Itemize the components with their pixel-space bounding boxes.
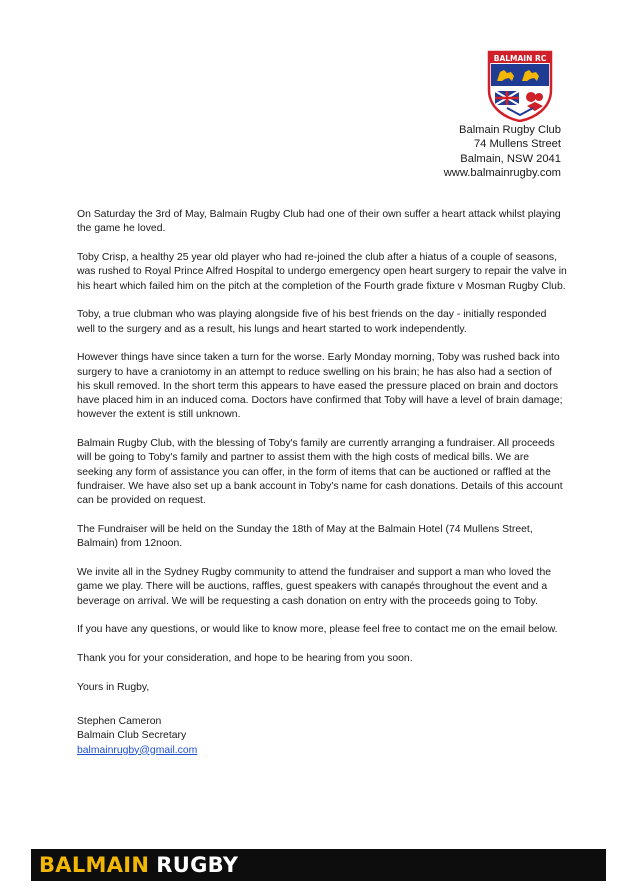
paragraph: Toby, a true clubman who was playing alongside five of his best friends on the day - initially responded well to the surgery and as a result, his lungs and heart started to work independently. bbox=[77, 309, 547, 335]
address-suburb: Balmain, NSW 2041 bbox=[460, 152, 561, 165]
paragraph: However things have since taken a turn for the worse. Early Monday morning, Toby was rushed back into surgery to have a craniotomy in an attempt to reduce swelling on his brain; he has also had a section of his skull removed. In the short term this appears to have eased the pressure placed on brain and doctors have placed him in an induced coma. Doctors have confirmed that Toby will have a level of brain damage; however the extent is still unknown. bbox=[77, 352, 563, 421]
footer-word-rugby: RUGBY bbox=[156, 852, 239, 877]
paragraph: On Saturday the 3rd of May, Balmain Rugby Club had one of their own suffer a heart attack whilst playing the game he loved. bbox=[77, 209, 561, 235]
paragraph: Balmain Rugby Club, with the blessing of Toby's family are currently arranging a fundraiser. All proceeds will be going to Toby's family and partner to assist them with the high costs of medical bills. We are seeking any form of assistance you can offer, in the form of items that can be auctioned or raffled at the fundraiser. We have also set up a bank account in Toby's name for cash donations. Details of this account can be provided on request. bbox=[77, 438, 563, 507]
crest-text: BALMAIN RC bbox=[493, 54, 547, 63]
signature-block bbox=[77, 715, 567, 758]
paragraph: If you have any questions, or would like to know more, please feel free to contact me on the email below. bbox=[77, 624, 558, 636]
contact-email-link[interactable]: balmainrugby@gmail.com bbox=[77, 744, 198, 756]
signatory-title: Balmain Club Secretary bbox=[77, 730, 187, 742]
club-address-block bbox=[444, 123, 561, 180]
address-street: 74 Mullens Street bbox=[473, 138, 561, 151]
paragraph: Toby Crisp, a healthy 25 year old player who had re-joined the club after a hiatus of a couple of seasons, was rushed to Royal Prince Alfred Hospital to undergo emergency open heart surgery to repair the valve in his heart which failed him on the pitch at the completion of the Fourth grade fixture v Mosman Rugby Club. bbox=[77, 251, 567, 292]
footer-banner bbox=[31, 849, 606, 881]
paragraph: We invite all in the Sydney Rugby community to attend the fundraiser and support a man who loved the game we play. There will be auctions, raffles, guest speakers with canapés throughout the event and a beverage on arrival. We will be requesting a cash donation on entry with the proceeds going to Toby. bbox=[77, 566, 552, 607]
club-crest-logo bbox=[487, 50, 553, 122]
address-website: www.balmainrugby.com bbox=[443, 166, 561, 179]
footer-word-balmain: BALMAIN bbox=[39, 852, 150, 877]
letter-body bbox=[77, 208, 567, 758]
signatory-name: Stephen Cameron bbox=[77, 715, 162, 727]
paragraph: Thank you for your consideration, and hope to be hearing from you soon. bbox=[77, 652, 413, 664]
paragraph: The Fundraiser will be held on the Sunday the 18th of May at the Balmain Hotel (74 Mullens Street, Balmain) from 12noon. bbox=[77, 524, 533, 550]
closing-salutation: Yours in Rugby, bbox=[77, 681, 150, 693]
address-club-name: Balmain Rugby Club bbox=[459, 124, 561, 136]
